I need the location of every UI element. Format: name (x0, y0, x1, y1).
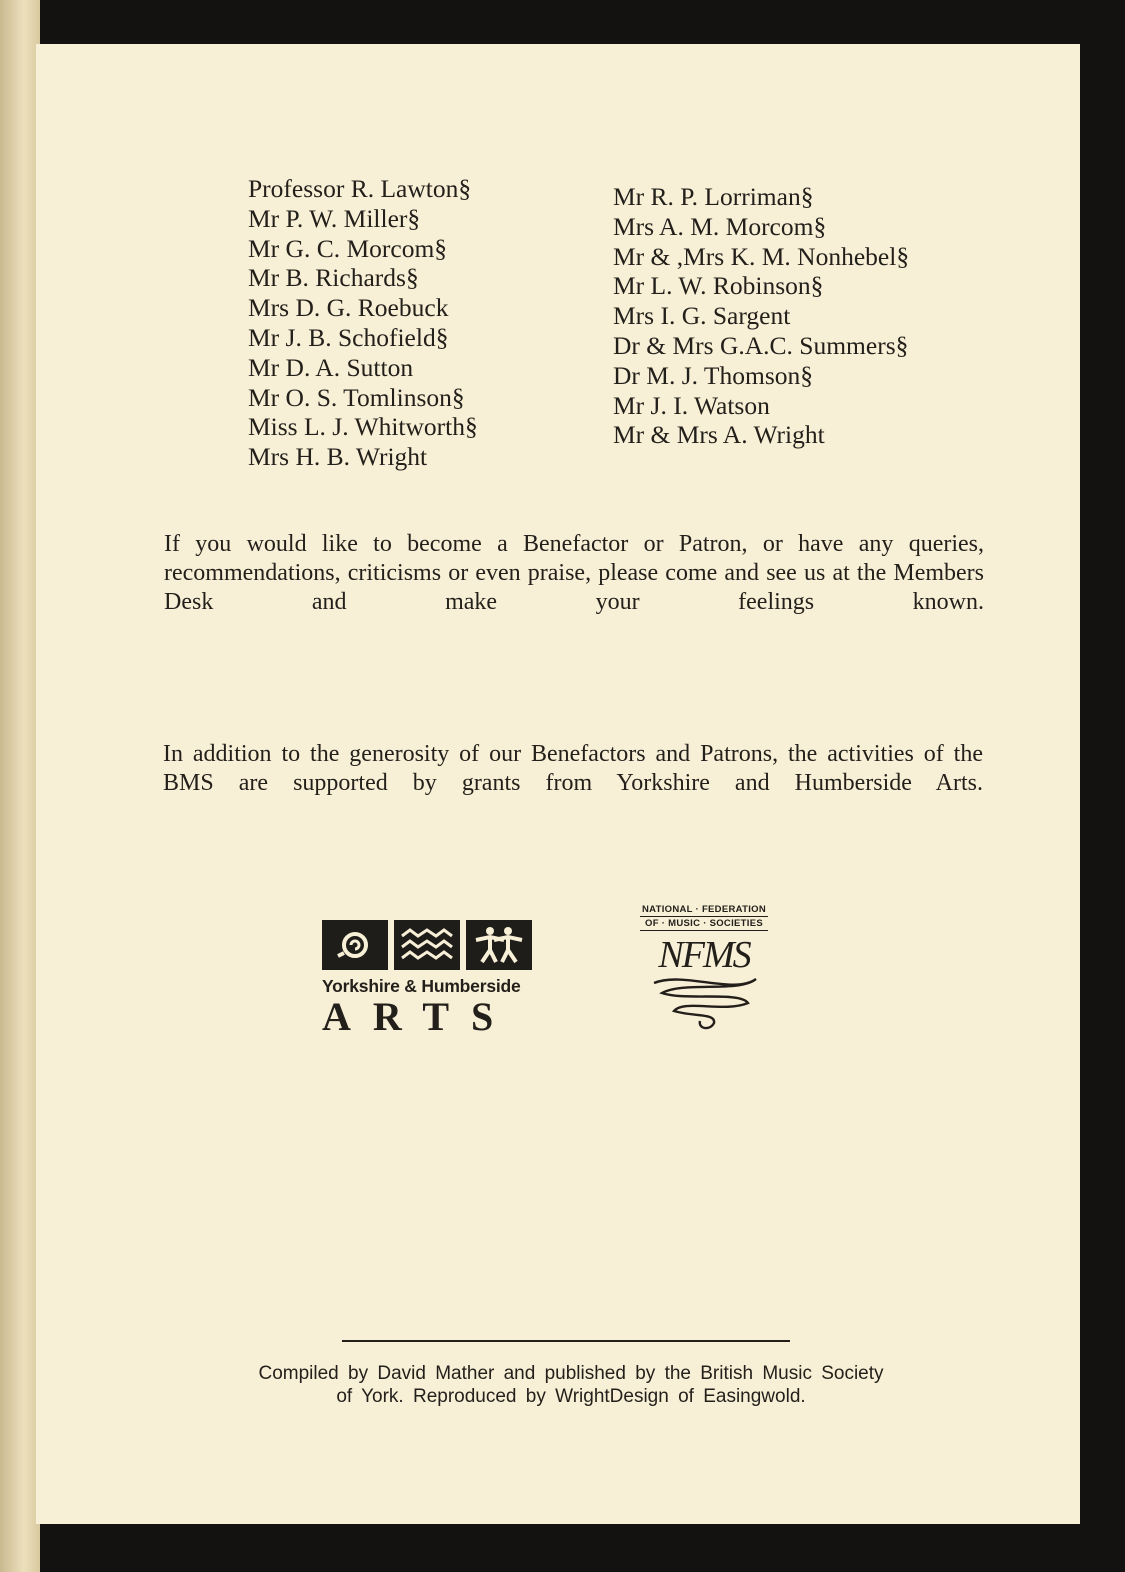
spiral-icon (322, 920, 388, 970)
document-page (36, 44, 1080, 1524)
benefactor-name: Professor R. Lawton§ (248, 174, 472, 203)
benefactor-name: Mrs D. G. Roebuck (248, 293, 449, 323)
waves-icon (394, 920, 460, 970)
logo-org-name: Yorkshire & Humberside (322, 976, 521, 996)
nfms-line-2: OF · MUSIC · SOCIETIES (645, 918, 763, 929)
nfms-logo (634, 904, 774, 1031)
benefactor-name: Mr & Mrs A. Wright (613, 420, 825, 450)
credit-text (186, 1362, 956, 1408)
nfms-monogram: NFMS (658, 934, 750, 976)
credit-line-2: of York. Reproduced by WrightDesign of Easingwold. (336, 1386, 806, 1407)
benefactor-list-left (248, 174, 478, 472)
nfms-org-name (634, 904, 774, 931)
nfms-line-1: NATIONAL · FEDERATION (642, 904, 766, 915)
benefactor-name: Mr O. S. Tomlinson§ (248, 382, 465, 412)
benefactor-name: Mrs A. M. Morcom§ (613, 211, 827, 241)
logo-arts-wordmark: ARTS (322, 994, 516, 1039)
flourish-icon (644, 971, 764, 1031)
benefactor-name: Mr D. A. Sutton (248, 352, 414, 382)
benefactor-name: Mr & ,Mrs K. M. Nonhebel§ (613, 241, 910, 271)
benefactor-name: Dr M. J. Thomson§ (613, 360, 814, 390)
benefactor-list-right (613, 182, 909, 450)
benefactor-name: Mr P. W. Miller§ (248, 203, 421, 233)
benefactor-name: Mr J. B. Schofield§ (248, 322, 449, 352)
credit-divider (342, 1340, 790, 1342)
benefactor-name: Mrs H. B. Wright (248, 442, 428, 472)
benefactor-name: Mr B. Richards§ (248, 263, 419, 293)
benefactor-name: Mr L. W. Robinson§ (613, 271, 824, 301)
invite-paragraph: If you would like to become a Benefactor or Patron, or have any queries, recommendations, criticisms or even praise, please come and see us at the Members Desk and make your feelings known. (164, 531, 984, 615)
benefactor-name: Miss L. J. Whitworth§ (248, 412, 478, 442)
credit-line-1: Compiled by David Mather and published by the British Music Society (258, 1363, 884, 1384)
logo-icon-row (322, 920, 534, 970)
benefactor-name: Mr J. I. Watson (613, 390, 770, 420)
benefactor-name: Mr G. C. Morcom§ (248, 233, 448, 263)
nfms-rule (640, 930, 768, 931)
figures-icon (466, 920, 532, 970)
yorkshire-humberside-arts-logo (322, 920, 534, 1039)
grants-paragraph: In addition to the generosity of our Benefactors and Patrons, the activities of the BMS are supported by grants from Yorkshire and Humberside Arts. (163, 741, 983, 796)
benefactor-name: Mr R. P. Lorriman§ (613, 182, 814, 211)
benefactor-name: Dr & Mrs G.A.C. Summers§ (613, 330, 909, 360)
page-edge (0, 0, 40, 1572)
nfms-rule (640, 916, 768, 917)
benefactor-name: Mrs I. G. Sargent (613, 301, 791, 331)
